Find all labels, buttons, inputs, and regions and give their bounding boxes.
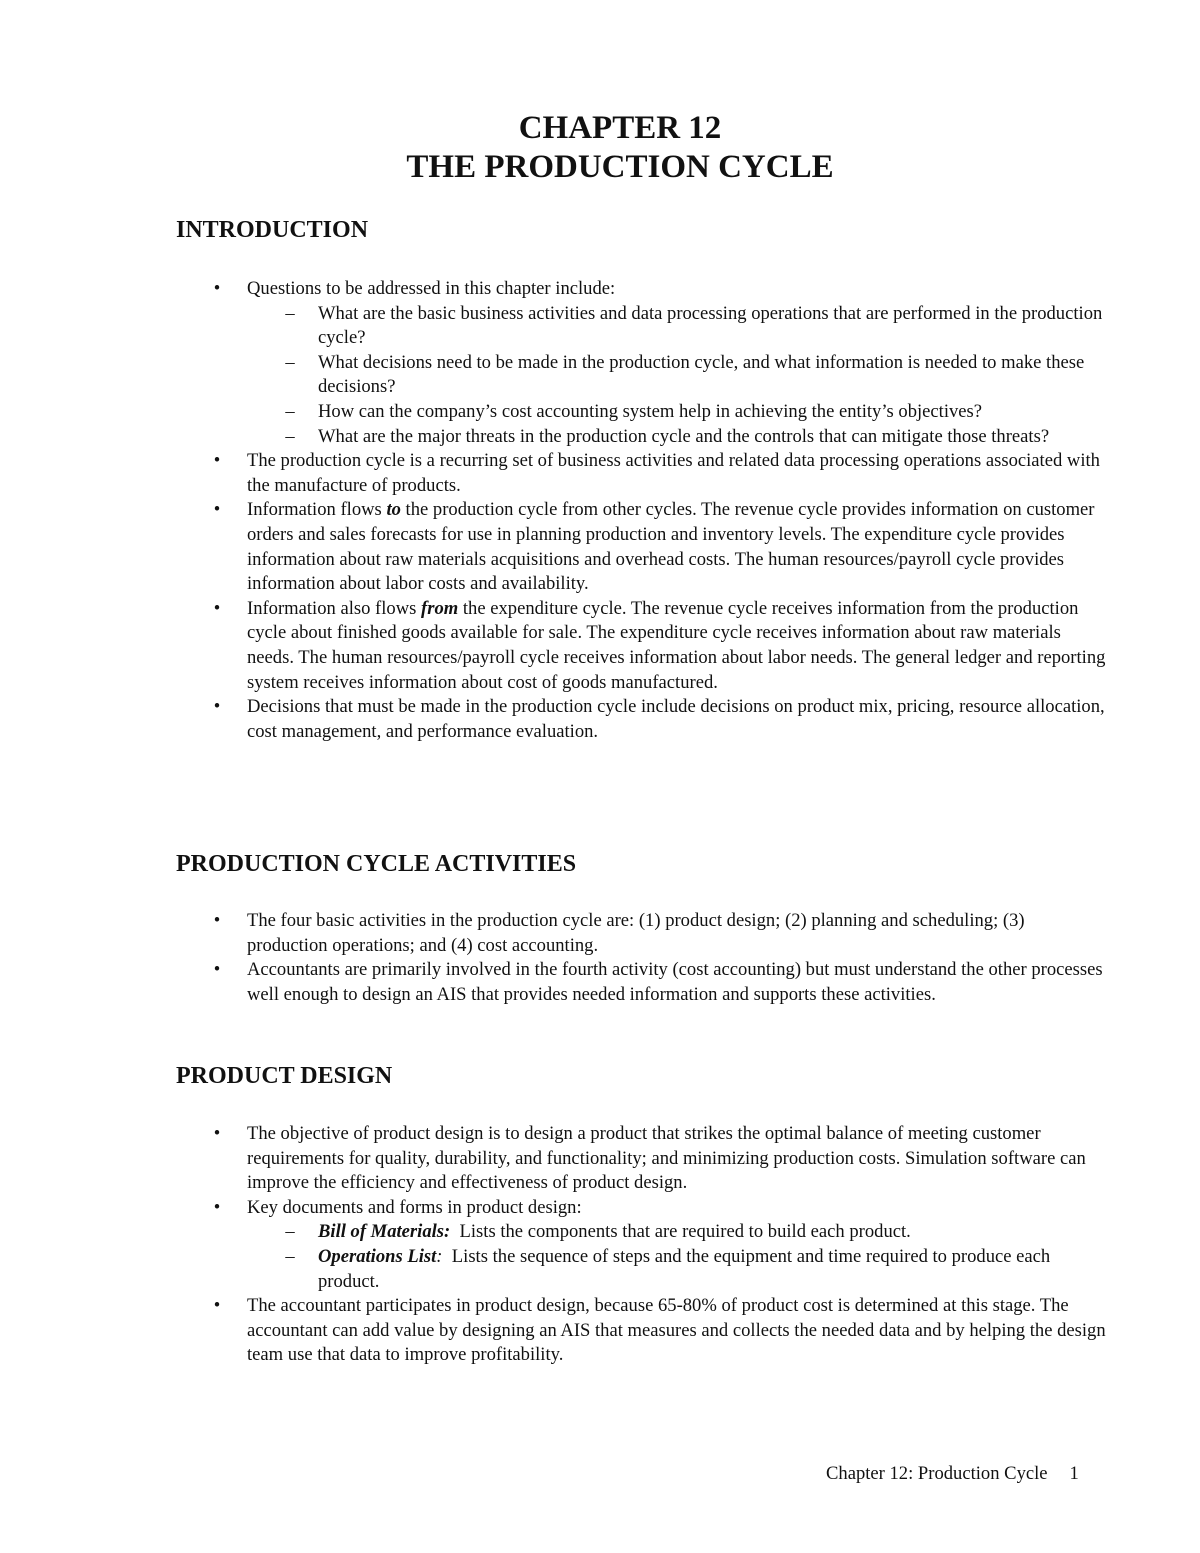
term-operations-list: Operations List: [318, 1245, 437, 1267]
chapter-title: THE PRODUCTION CYCLE: [406, 149, 834, 185]
section-heading-production-cycle-activities: PRODUCTION CYCLE ACTIVITIES: [176, 851, 577, 877]
list-item: • The production cycle is a recurring set of business activities and related data processing operations associated with the manufacture of products.: [0, 449, 1107, 498]
dash-marker: –: [285, 425, 295, 447]
dash-marker: –: [285, 351, 295, 373]
list-item: • Decisions that must be made in the production cycle include decisions on product mix, pricing, resource allocation, cost management, and performance evaluation.: [0, 695, 1107, 744]
bullet-marker: •: [213, 597, 221, 619]
emphasis-from: from: [421, 597, 459, 619]
dash-marker: –: [285, 1221, 295, 1243]
bullet-marker: •: [213, 278, 221, 299]
emphasis-to: to: [386, 499, 401, 521]
product-design-list: [0, 1122, 1200, 1368]
page-footer: [826, 1462, 1079, 1486]
footer-chapter-label: Chapter 12: Production Cycle: [826, 1463, 1048, 1484]
list-item: • Questions to be addressed in this chapter include:: [0, 277, 1107, 302]
bullet-marker: •: [213, 1123, 221, 1144]
sub-list-item: – What are the major threats in the production cycle and the controls that can mitigate those threats?: [0, 425, 1107, 450]
dash-marker: –: [285, 1245, 295, 1267]
list-item: • The four basic activities in the production cycle are: (1) product design; (2) planning and scheduling; (3) production operations; and (4) cost accounting.: [0, 909, 1107, 958]
bullet-marker: •: [213, 450, 221, 472]
sub-list-item: – How can the company’s cost accounting system help in achieving the entity’s objectives?: [0, 400, 1107, 425]
bullet-marker: •: [213, 910, 221, 931]
sub-list-item: – Operations List: Lists the sequence of steps and the equipment and time required to produce each product.: [0, 1245, 1107, 1294]
sub-list-item: – Bill of Materials: Lists the components that are required to build each product.: [0, 1220, 1107, 1245]
list-item: • Information also flows from the expenditure cycle. The revenue cycle receives information from the production cycle about finished goods available for sale. The expenditure cycle receives information about raw materials needs. The human resources/payroll cycle receives information about labor needs. The general ledger and reporting system receives information about cost of goods manufactured.: [0, 597, 1107, 695]
sub-list-item: – What are the basic business activities and data processing operations that are performed in the production cycle?: [0, 302, 1107, 351]
activities-list: [0, 909, 1200, 1007]
bullet-marker: •: [213, 1295, 221, 1317]
list-item: • Accountants are primarily involved in the fourth activity (cost accounting) but must understand the other processes well enough to design an AIS that provides needed information and supports these activities.: [0, 958, 1107, 1007]
dash-marker: –: [285, 400, 295, 422]
section-heading-introduction: INTRODUCTION: [176, 217, 369, 243]
dash-marker: –: [285, 302, 295, 324]
list-item: • The accountant participates in product design, because 65-80% of product cost is determined at this stage. The accountant can add value by designing an AIS that measures and collects the needed data and by helping the design team use that data to improve profitability.: [0, 1294, 1107, 1368]
list-item: • Information flows to the production cycle from other cycles. The revenue cycle provides information on customer orders and sales forecasts for use in planning production and inventory levels. The expenditure cycle provides information about raw materials acquisitions and overhead costs. The human resources/payroll cycle provides information about labor costs and availability.: [0, 498, 1107, 596]
term-bill-of-materials: Bill of Materials:: [318, 1221, 451, 1243]
bullet-marker: •: [213, 1196, 221, 1218]
list-item: • Key documents and forms in product design:: [0, 1196, 1107, 1221]
chapter-number: CHAPTER 12: [518, 110, 722, 146]
bullet-marker: •: [213, 499, 221, 521]
bullet-marker: •: [213, 696, 221, 718]
introduction-list: [0, 277, 1200, 744]
bullet-marker: •: [213, 959, 221, 981]
sub-list-item: – What decisions need to be made in the production cycle, and what information is needed to make these decisions?: [0, 351, 1107, 400]
list-item: • The objective of product design is to design a product that strikes the optimal balance of meeting customer requirements for quality, durability, and functionality; and minimizing production costs. Simulation software can improve the efficiency and effectiveness of product design.: [0, 1122, 1107, 1196]
section-heading-product-design: PRODUCT DESIGN: [176, 1063, 393, 1089]
page-number: 1: [1069, 1463, 1079, 1484]
